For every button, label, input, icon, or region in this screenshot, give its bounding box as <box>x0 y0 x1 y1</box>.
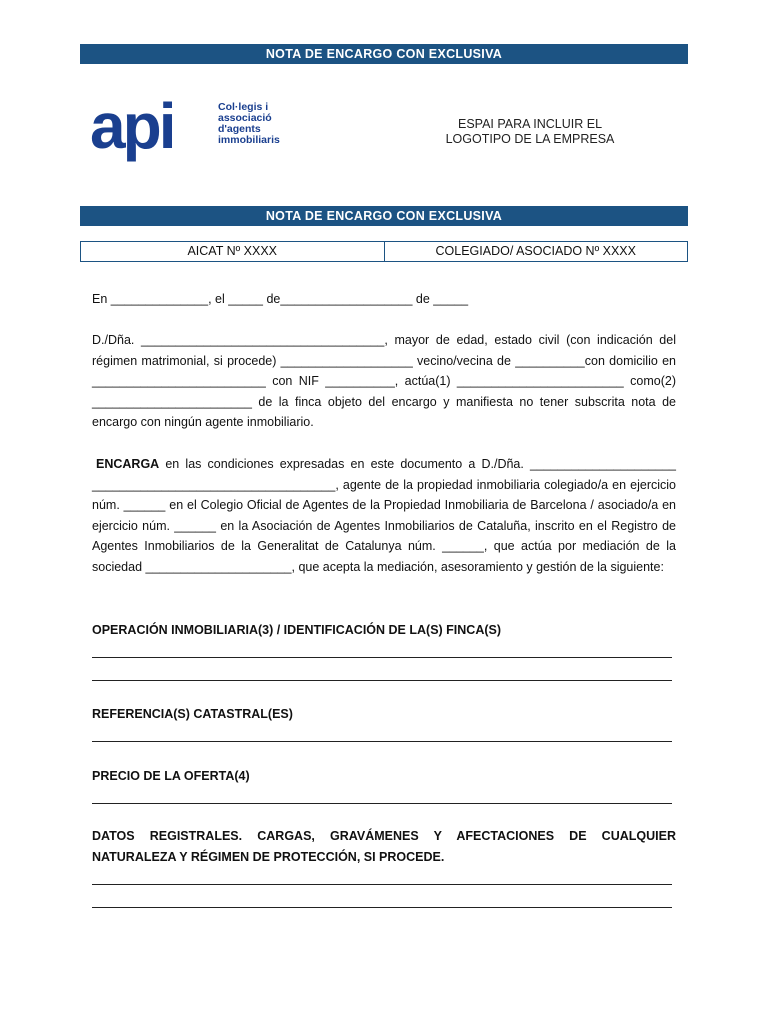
datos-blank-2[interactable] <box>92 907 672 908</box>
placeholder-line-2: LOGOTIPO DE LA EMPRESA <box>445 132 615 146</box>
operacion-heading: OPERACIÓN INMOBILIARIA(3) / IDENTIFICACIÓN DE LA(S) FINCA(S) <box>92 623 502 637</box>
precio-blank[interactable] <box>92 803 672 804</box>
operacion-blank-2[interactable] <box>92 680 672 681</box>
referencia-heading: REFERENCIA(S) CATASTRAL(ES) <box>92 707 293 721</box>
datos-blank-1[interactable] <box>92 884 672 885</box>
encarga-paragraph <box>92 454 676 578</box>
api-logo <box>90 90 290 164</box>
precio-heading: PRECIO DE LA OFERTA(4) <box>92 769 250 783</box>
top-banner: NOTA DE ENCARGO CON EXCLUSIVA <box>80 44 688 64</box>
aicat-number: AICAT Nº XXXX <box>187 244 278 258</box>
client-paragraph: D./Dña. ___________________________________, mayor de edad, estado civil (con indicación del régimen matrimonial, si procede) ___________________ vecino/vecina de __________con domicilio en _________________________ con NIF __________, actúa(1) ________________________ como(2) _______________________ de la finca objeto del encargo y manifiesta no tener subscrita nota de encargo con ningún agente inmobiliario. <box>92 333 676 430</box>
datos-heading: DATOS REGISTRALES. CARGAS, GRAVÁMENES Y AFECTACIONES DE CUALQUIER NATURALEZA Y RÉGIMEN DE PROTECCIÓN, SI PROCEDE. <box>92 829 676 864</box>
colegiado-number: COLEGIADO/ ASOCIADO Nº XXXX <box>384 242 688 261</box>
referencia-blank[interactable] <box>92 741 672 742</box>
registration-table <box>80 241 688 262</box>
second-banner: NOTA DE ENCARGO CON EXCLUSIVA <box>80 206 688 226</box>
date-line: En ______________, el _____ de___________________ de _____ <box>92 292 469 306</box>
logo-brand: api <box>90 90 174 162</box>
operacion-blank-1[interactable] <box>92 657 672 658</box>
encarga-text: en las condiciones expresadas en este documento a D./Dña. _____________________ ___________________________________, agente de la propiedad inmobiliaria colegiado/a en ejercicio núm. ______ en el Colegio Oficial de Agentes de la Propiedad Inmobiliaria de Barcelona / asociado/a en ejercicio núm. ______ en la Asociación de Agentes Inmobiliarios de Cataluña, inscrito en el Registro de Agentes Inmobiliarios de la Generalitat de Catalunya núm. ______, que actúa por mediación de la sociedad _____________________, que acepta la mediación, asesoramiento y gestión de la siguiente: <box>92 457 676 574</box>
placeholder-line-1: ESPAI PARA INCLUIR EL <box>457 117 603 131</box>
logo-tagline: Col·legis i associació d'agents immobiliaris <box>218 101 280 146</box>
company-logo-placeholder <box>420 117 640 147</box>
encarga-keyword: ENCARGA <box>96 457 160 471</box>
